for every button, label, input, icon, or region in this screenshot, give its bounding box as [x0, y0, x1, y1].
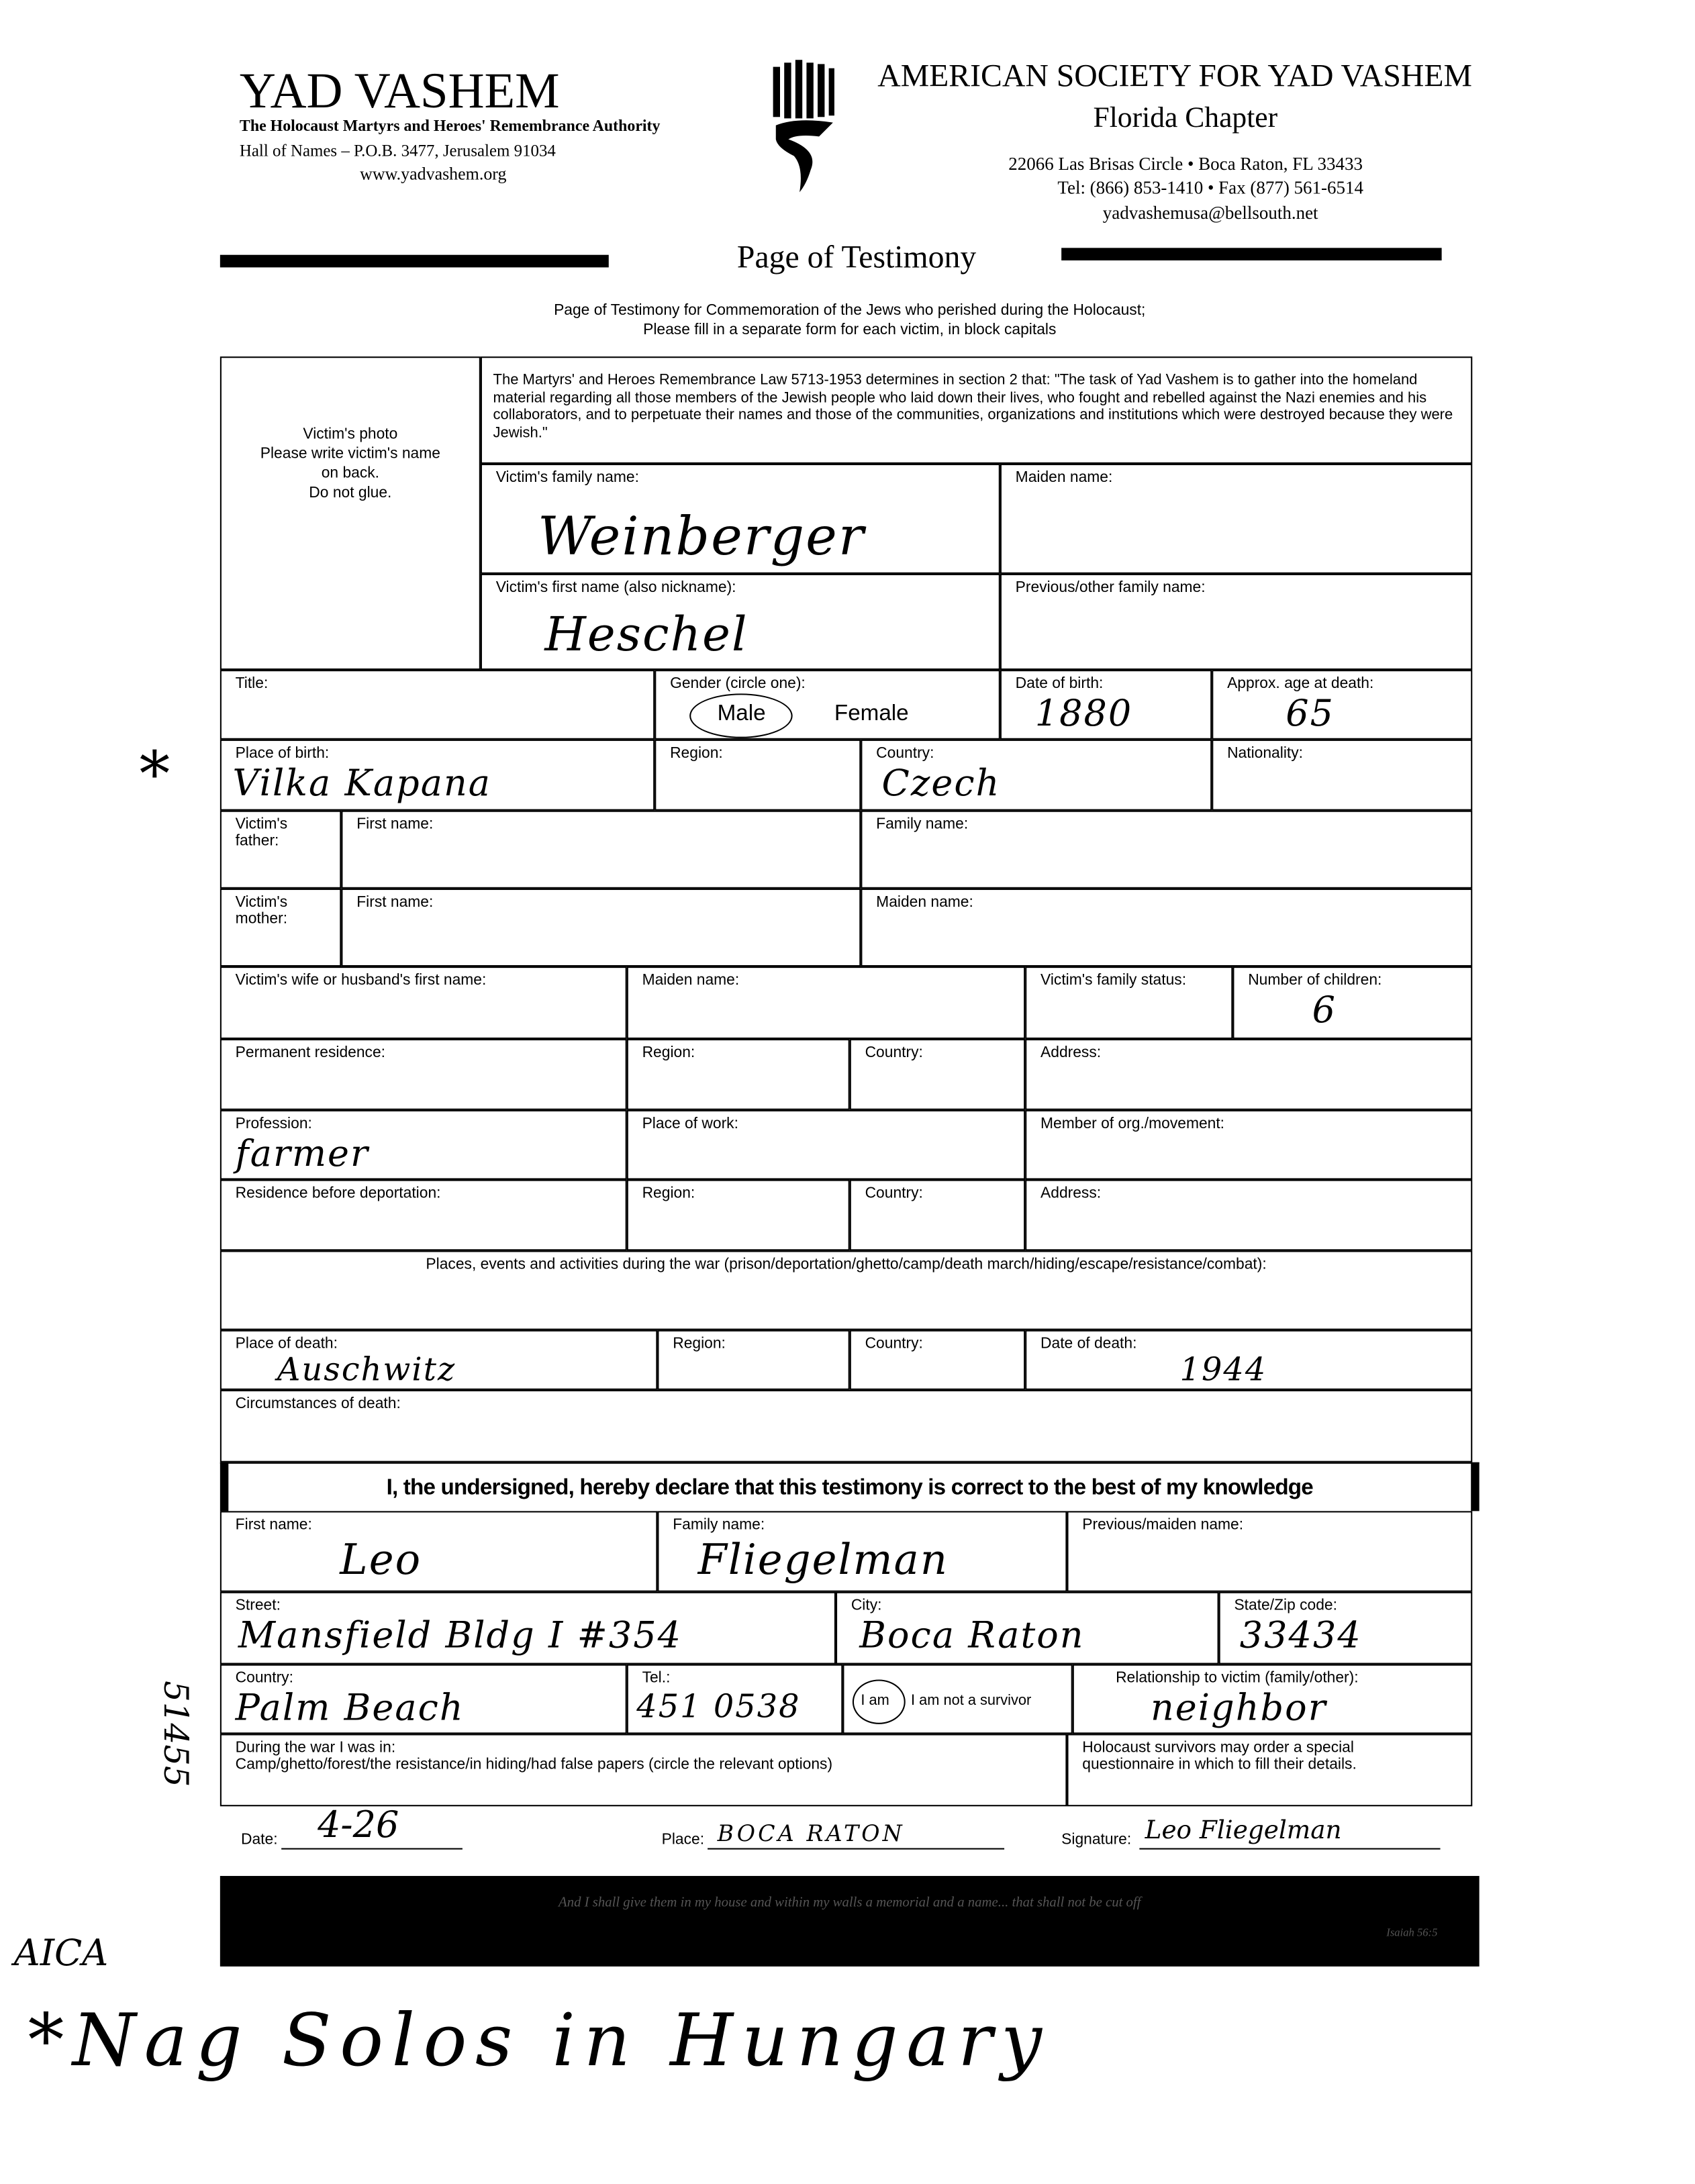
- field-label: Maiden name:: [642, 972, 740, 989]
- field-label: Address:: [1040, 1185, 1102, 1202]
- places-during-war-field[interactable]: [220, 1250, 1472, 1330]
- mother-label-cell: [220, 889, 342, 966]
- field-label: Relationship to victim (family/other):: [1116, 1669, 1359, 1687]
- field-label: Date of birth:: [1015, 675, 1104, 693]
- field-value: 33434: [1239, 1616, 1362, 1658]
- org-subtitle: The Holocaust Martyrs and Heroes' Remembrance Authority: [239, 118, 661, 136]
- submitter-city-field[interactable]: [836, 1592, 1219, 1665]
- field-label: Places, events and activities during the war (prison/deportation/ghetto/camp/death march/hiding/escape/resistance/combat):: [426, 1256, 1267, 1273]
- date-of-death-field[interactable]: [1025, 1330, 1472, 1390]
- field-label: Title:: [235, 675, 269, 693]
- field-value: Mansfield Bldg I #354: [238, 1616, 683, 1658]
- field-label: Region:: [642, 1185, 695, 1202]
- field-label: Country:: [235, 1669, 293, 1687]
- field-label: Country:: [876, 745, 934, 762]
- submitter-previous-name-field[interactable]: [1067, 1511, 1472, 1591]
- death-country-field[interactable]: [850, 1330, 1025, 1390]
- society-email: yadvashemusa@bellsouth.net: [1102, 201, 1318, 223]
- field-value: 451 0538: [636, 1689, 801, 1726]
- field-label: Country:: [865, 1335, 923, 1352]
- field-label: Country:: [865, 1044, 923, 1062]
- victim-previous-name-field[interactable]: [1000, 574, 1472, 670]
- number-of-children-field[interactable]: [1232, 966, 1472, 1039]
- title-field[interactable]: [220, 670, 655, 740]
- field-label: Victim's wife or husband's first name:: [235, 972, 487, 989]
- aica-annotation: AICA: [13, 1933, 109, 1975]
- margin-number-annotation: 51455: [156, 1681, 195, 1787]
- field-label: City:: [851, 1597, 882, 1614]
- field-label: Victim's father:: [235, 815, 288, 850]
- survivor-i-am-not-option[interactable]: I am not a survivor: [911, 1692, 1032, 1709]
- survivors-note: Holocaust survivors may order a special questionnaire in which to fill their details.: [1082, 1739, 1357, 1773]
- victim-first-name-field[interactable]: [481, 574, 1000, 670]
- field-label: Gender (circle one):: [670, 675, 806, 693]
- field-label: Street:: [235, 1597, 281, 1614]
- field-label: Circumstances of death:: [235, 1395, 401, 1413]
- place-label: Place:: [661, 1831, 705, 1848]
- field-value: 1944: [1179, 1352, 1267, 1389]
- submitter-street-field[interactable]: [220, 1592, 836, 1665]
- field-label: Residence before deportation:: [235, 1185, 441, 1202]
- place-value[interactable]: BOCA RATON: [717, 1820, 905, 1847]
- field-label: Region:: [673, 1335, 726, 1352]
- org-address: Hall of Names – P.O.B. 3477, Jerusalem 91034: [239, 140, 556, 160]
- selected-circle: [689, 693, 793, 738]
- field-value: farmer: [235, 1134, 369, 1176]
- signature-value[interactable]: Leo Fliegelman: [1145, 1816, 1342, 1846]
- field-label: Member of org./movement:: [1040, 1115, 1225, 1132]
- place-of-death-field[interactable]: [220, 1330, 658, 1390]
- title-rule-right: [1061, 248, 1441, 260]
- submitter-state-zip-field[interactable]: [1219, 1592, 1473, 1665]
- nationality-field[interactable]: [1212, 740, 1472, 811]
- father-first-name-field[interactable]: [341, 811, 861, 889]
- society-address: 22066 Las Brisas Circle • Boca Raton, FL 33433: [1008, 153, 1363, 175]
- deportation-region-field[interactable]: [627, 1180, 850, 1251]
- member-of-org-field[interactable]: [1025, 1110, 1472, 1180]
- field-label: Maiden name:: [1015, 469, 1113, 487]
- yad-vashem-logo-icon: [769, 56, 841, 195]
- field-value: Boca Raton: [859, 1616, 1085, 1658]
- org-title: YAD VASHEM: [239, 62, 560, 119]
- age-at-death-field[interactable]: [1212, 670, 1472, 740]
- deportation-address-field[interactable]: [1025, 1180, 1472, 1251]
- date-line: [281, 1848, 463, 1850]
- declaration-bar: [220, 1462, 1480, 1511]
- margin-star-annotation: *: [139, 739, 171, 811]
- declaration-text: I, the undersigned, hereby declare that this testimony is correct to the best of my knowledge: [386, 1476, 1313, 1500]
- father-label-cell: [220, 811, 342, 889]
- society-phone: Tel: (866) 853-1410 • Fax (877) 561-6514: [1057, 177, 1363, 198]
- death-region-field[interactable]: [657, 1330, 849, 1390]
- field-value: neighbor: [1150, 1687, 1327, 1730]
- survivors-note-cell: [1067, 1734, 1472, 1806]
- org-website: www.yadvashem.org: [360, 164, 507, 184]
- field-value: 6: [1312, 990, 1337, 1032]
- place-of-birth-field[interactable]: [220, 740, 655, 811]
- gender-male-option[interactable]: Male: [717, 701, 766, 726]
- spouse-maiden-name-field[interactable]: [627, 966, 1025, 1039]
- society-title: AMERICAN SOCIETY FOR YAD VASHEM: [877, 58, 1472, 94]
- submitter-tel-field[interactable]: [627, 1665, 843, 1734]
- isaiah-quote-banner: [220, 1876, 1480, 1967]
- mother-first-name-field[interactable]: [341, 889, 861, 966]
- banner-quote: And I shall give them in my house and within my walls a memorial and a name... that shall not be cut off: [559, 1895, 1141, 1911]
- title-rule-left: [220, 255, 609, 268]
- field-label: Country:: [865, 1185, 923, 1202]
- field-label: Family name:: [876, 815, 969, 833]
- victim-family-name-field[interactable]: [481, 464, 1000, 574]
- signature-label: Signature:: [1061, 1831, 1132, 1848]
- mother-maiden-name-field[interactable]: [861, 889, 1472, 966]
- deportation-country-field[interactable]: [850, 1180, 1025, 1251]
- gender-field[interactable]: [655, 670, 1000, 740]
- permanent-residence-field[interactable]: [220, 1039, 627, 1110]
- family-status-field[interactable]: [1025, 966, 1232, 1039]
- field-value: Leo: [340, 1536, 422, 1585]
- field-label: During the war I was in: Camp/ghetto/forest/the resistance/in hiding/had false papers (circle the relevant options): [235, 1739, 833, 1773]
- law-text-box: [481, 356, 1472, 464]
- field-label: Approx. age at death:: [1227, 675, 1374, 693]
- date-label: Date:: [240, 1831, 278, 1848]
- field-label: Maiden name:: [876, 894, 973, 911]
- date-of-birth-field[interactable]: [1000, 670, 1212, 740]
- residence-country-field[interactable]: [850, 1039, 1025, 1110]
- society-chapter: Florida Chapter: [1093, 100, 1278, 134]
- field-value: Vilka Kapana: [232, 763, 492, 805]
- field-label: Victim's family name:: [495, 469, 639, 487]
- field-label: Profession:: [235, 1115, 312, 1132]
- field-label: First name:: [356, 815, 434, 833]
- field-label: Number of children:: [1248, 972, 1382, 989]
- field-label: Victim's first name (also nickname):: [495, 579, 736, 597]
- field-label: Previous/other family name:: [1015, 579, 1206, 597]
- circumstances-of-death-field[interactable]: [220, 1390, 1472, 1462]
- birth-region-field[interactable]: [655, 740, 861, 811]
- bottom-note-annotation: *Nag Solos in Hungary: [28, 1999, 1051, 2084]
- survivor-status-field[interactable]: [842, 1665, 1072, 1734]
- submitter-first-name-field[interactable]: [220, 1511, 658, 1591]
- birth-country-field[interactable]: [861, 740, 1212, 811]
- submitter-country-field[interactable]: [220, 1665, 627, 1734]
- field-label: Victim's family status:: [1040, 972, 1187, 989]
- father-family-name-field[interactable]: [861, 811, 1472, 889]
- field-label: Address:: [1040, 1044, 1102, 1062]
- field-label: Region:: [670, 745, 723, 762]
- field-value: Czech: [881, 763, 1001, 805]
- form-title: Page of Testimony: [736, 239, 977, 275]
- field-value: Palm Beach: [235, 1687, 465, 1730]
- relationship-field[interactable]: [1073, 1665, 1473, 1734]
- field-label: Nationality:: [1227, 745, 1304, 762]
- submitter-family-name-field[interactable]: [657, 1511, 1067, 1591]
- field-value: Fliegelman: [697, 1536, 949, 1585]
- form-instructions-1: Page of Testimony for Commemoration of the Jews who perished during the Holocaust;: [554, 302, 1146, 319]
- signature-line: [1139, 1848, 1440, 1850]
- field-label: Date of death:: [1040, 1335, 1137, 1352]
- victim-photo-box: [220, 356, 481, 670]
- residence-address-field[interactable]: [1025, 1039, 1472, 1110]
- spouse-first-name-field[interactable]: [220, 966, 627, 1039]
- field-label: First name:: [356, 894, 434, 911]
- field-label: Permanent residence:: [235, 1044, 385, 1062]
- field-label: First name:: [235, 1516, 312, 1534]
- field-label: Place of death:: [235, 1335, 338, 1352]
- field-value: 1880: [1034, 693, 1133, 736]
- field-label: Place of work:: [642, 1115, 738, 1132]
- residence-region-field[interactable]: [627, 1039, 850, 1110]
- victim-maiden-name-field[interactable]: [1000, 464, 1472, 574]
- form-instructions-2: Please fill in a separate form for each victim, in block capitals: [643, 321, 1057, 339]
- banner-source: Isaiah 56:5: [1386, 1926, 1438, 1939]
- selected-circle: [853, 1679, 906, 1724]
- field-label: State/Zip code:: [1234, 1597, 1337, 1614]
- field-label: Victim's mother:: [235, 894, 288, 928]
- survivor-i-am-option[interactable]: I am: [861, 1692, 889, 1709]
- field-value: Heschel: [544, 607, 748, 663]
- field-label: Place of birth:: [235, 745, 330, 762]
- during-war-field[interactable]: [220, 1734, 1067, 1806]
- place-line: [708, 1848, 1004, 1850]
- law-text: The Martyrs' and Heroes Remembrance Law 5713-1953 determines in section 2 that: "The task of Yad Vashem is to gather into the homeland material regarding all those members of the Jewish people who laid down their lives, who fought and rebelled against the Nazi enemies and his collaborators, and to perpetuate their names and those of the communities, organizations and institutions which were destroyed because they were Jewish.": [493, 372, 1453, 441]
- field-value: 65: [1286, 693, 1335, 736]
- field-label: Region:: [642, 1044, 695, 1062]
- residence-before-deportation-field[interactable]: [220, 1180, 627, 1251]
- field-label: Previous/maiden name:: [1082, 1516, 1244, 1534]
- place-of-work-field[interactable]: [627, 1110, 1025, 1180]
- date-value[interactable]: 4-26: [318, 1805, 399, 1847]
- gender-female-option[interactable]: Female: [834, 701, 909, 726]
- field-value: Auschwitz: [277, 1352, 456, 1389]
- field-label: Family name:: [673, 1516, 765, 1534]
- photo-note: Victim's photo Please write victim's name on back. Do not glue.: [260, 426, 440, 501]
- field-value: Weinberger: [537, 505, 865, 567]
- field-label: Tel.:: [642, 1669, 671, 1687]
- profession-field[interactable]: [220, 1110, 627, 1180]
